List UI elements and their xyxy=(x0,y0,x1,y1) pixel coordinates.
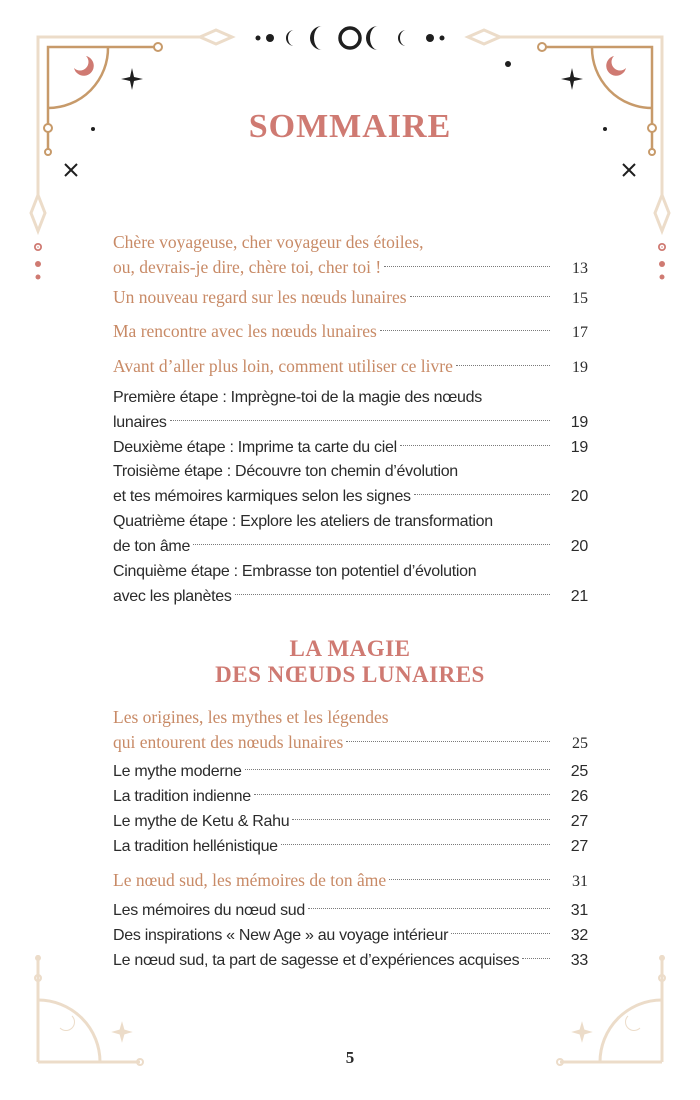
toc-subentry[interactable] xyxy=(113,809,588,834)
toc-page-number: 31 xyxy=(572,873,588,890)
toc-leader-dots xyxy=(384,266,550,267)
toc-page-number: 33 xyxy=(570,952,588,969)
section-title xyxy=(0,636,700,688)
toc-page-number: 15 xyxy=(572,290,588,307)
toc-page-number: 26 xyxy=(570,788,588,805)
toc-chapter-entry[interactable] xyxy=(113,319,588,344)
section-title-line: DES NŒUDS LUNAIRES xyxy=(215,662,485,687)
toc-leader-dots xyxy=(245,769,550,770)
toc-entry-text: Le nœud sud, les mémoires de ton âme xyxy=(113,870,387,890)
toc-page-number: 27 xyxy=(570,838,588,855)
toc-leader-dots xyxy=(346,741,550,742)
toc-subentry[interactable] xyxy=(113,948,588,973)
toc-leader-dots xyxy=(380,330,550,331)
toc-entry-text: qui entourent des nœuds lunaires xyxy=(113,732,344,752)
toc-leader-dots xyxy=(170,420,550,421)
toc-entry-text: Avant d’aller plus loin, comment utiliser ce livre xyxy=(113,356,453,376)
toc-entry-text: lunaires xyxy=(113,414,167,431)
toc-page-number: 19 xyxy=(570,439,588,456)
page-number: 5 xyxy=(345,1048,355,1067)
toc-entry-text: ou, devrais-je dire, chère toi, cher toi ! xyxy=(113,257,382,277)
toc-page-number: 21 xyxy=(570,588,588,605)
toc-subentry[interactable] xyxy=(113,784,588,809)
toc-entry-text: Ma rencontre avec les nœuds lunaires xyxy=(113,321,377,341)
toc-chapter-entry[interactable] xyxy=(113,354,588,379)
toc-page-number: 19 xyxy=(572,359,588,376)
toc-subentry[interactable] xyxy=(113,435,588,460)
toc-leader-dots xyxy=(451,933,550,934)
toc-entry-text: Cinquième étape : Embrasse ton potentiel d’évolution xyxy=(113,563,477,580)
toc-page-number: 31 xyxy=(570,902,588,919)
toc-entry-text: Troisième étape : Découvre ton chemin d’évolution xyxy=(113,463,458,480)
toc-entry-text: Quatrième étape : Explore les ateliers de transformation xyxy=(113,513,493,530)
toc-page-number: 13 xyxy=(572,260,588,277)
toc-leader-dots xyxy=(414,494,550,495)
toc-entry-text: La tradition indienne xyxy=(113,788,251,805)
toc-entry-text: La tradition hellénistique xyxy=(113,838,278,855)
page-title: SOMMAIRE xyxy=(248,108,452,145)
toc-chapter-entry[interactable] xyxy=(113,868,588,893)
toc-leader-dots xyxy=(522,958,550,959)
toc-chapter-entry[interactable] xyxy=(113,285,588,310)
toc-entry-text: avec les planètes xyxy=(113,588,232,605)
toc-chapter-entry[interactable] xyxy=(113,230,588,280)
toc-leader-dots xyxy=(193,544,550,545)
toc-subentry[interactable] xyxy=(113,923,588,948)
toc-leader-dots xyxy=(389,879,550,880)
toc-page-number: 27 xyxy=(570,813,588,830)
toc-subentry[interactable] xyxy=(113,459,588,509)
toc-entry-text: Chère voyageuse, cher voyageur des étoiles, xyxy=(113,232,424,252)
toc-page-number: 19 xyxy=(570,414,588,431)
toc-leader-dots xyxy=(292,819,550,820)
toc-entry-text: Le mythe moderne xyxy=(113,763,242,780)
toc-entry-text: Le mythe de Ketu & Rahu xyxy=(113,813,290,830)
toc-leader-dots xyxy=(308,908,550,909)
toc-leader-dots xyxy=(400,445,550,446)
toc-page-number: 25 xyxy=(570,763,588,780)
toc-entry-text: Deuxième étape : Imprime ta carte du ciel xyxy=(113,439,397,456)
toc-leader-dots xyxy=(235,594,550,595)
section-title-line: LA MAGIE xyxy=(289,636,411,661)
toc-page-number: 25 xyxy=(572,735,588,752)
toc-entry-text: Les origines, les mythes et les légendes xyxy=(113,707,389,727)
toc-leader-dots xyxy=(410,296,550,297)
toc-entry-text: et tes mémoires karmiques selon les signes xyxy=(113,488,411,505)
toc-subentry[interactable] xyxy=(113,834,588,859)
toc-entry-text: Le nœud sud, ta part de sagesse et d’expériences acquises xyxy=(113,952,520,969)
toc-page-number: 32 xyxy=(570,927,588,944)
toc-subentry[interactable] xyxy=(113,559,588,609)
toc-entry-text: Des inspirations « New Age » au voyage intérieur xyxy=(113,927,449,944)
toc-leader-dots xyxy=(281,844,550,845)
toc-entry-text: Les mémoires du nœud sud xyxy=(113,902,306,919)
toc-subentry[interactable] xyxy=(113,385,588,435)
toc-page-number: 20 xyxy=(570,538,588,555)
toc-entry-text: Un nouveau regard sur les nœuds lunaires xyxy=(113,287,407,307)
toc-leader-dots xyxy=(254,794,550,795)
toc-subentry[interactable] xyxy=(113,759,588,784)
toc-page-number: 17 xyxy=(572,324,588,341)
toc-chapter-entry[interactable] xyxy=(113,705,588,755)
toc-subentry[interactable] xyxy=(113,898,588,923)
toc-entry-text: de ton âme xyxy=(113,538,191,555)
toc-leader-dots xyxy=(456,365,550,366)
toc-entry-text: Première étape : Imprègne-toi de la magie des nœuds xyxy=(113,389,482,406)
toc-subentry[interactable] xyxy=(113,509,588,559)
toc-page-number: 20 xyxy=(570,488,588,505)
